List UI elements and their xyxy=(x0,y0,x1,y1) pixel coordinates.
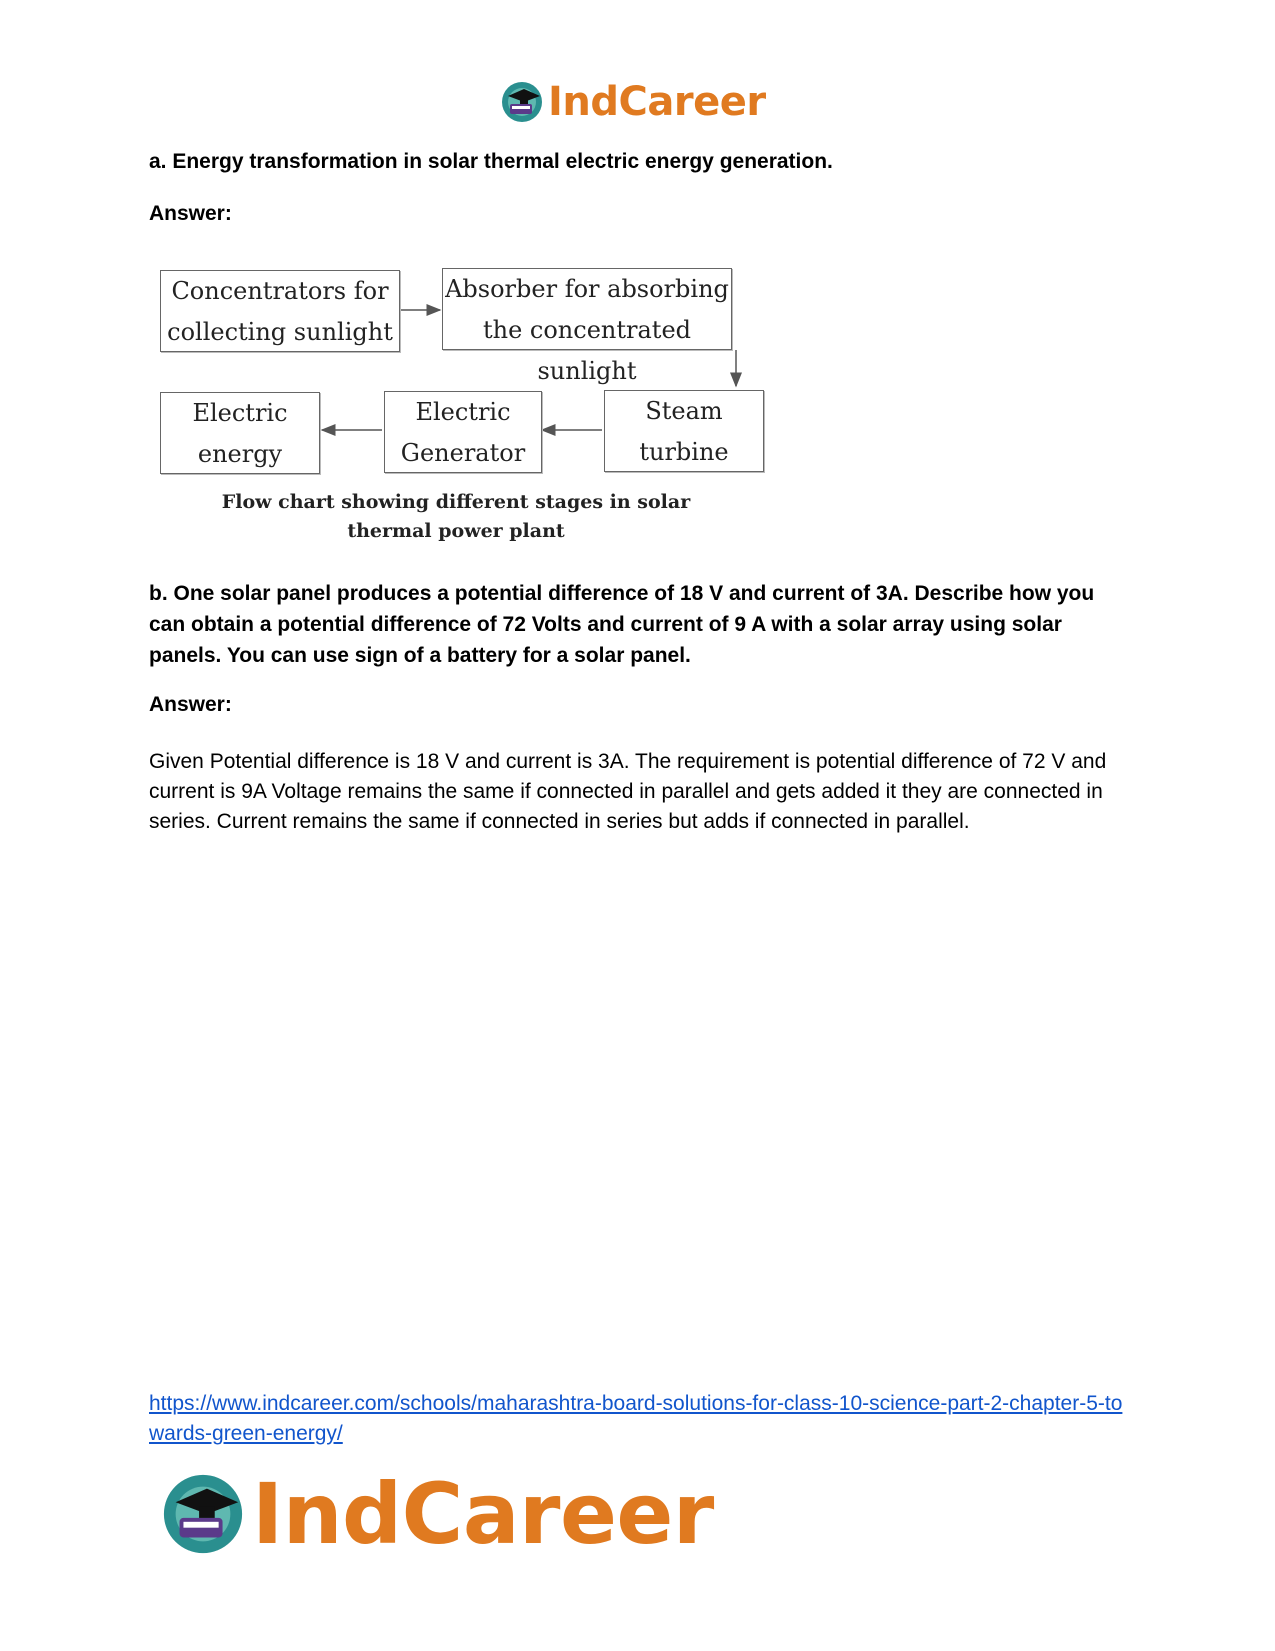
box-concentrators-line2: collecting sunlight xyxy=(167,318,393,346)
header-logo xyxy=(500,78,766,126)
box-steam-turbine-line2: turbine xyxy=(639,438,729,466)
question-b-text: b. One solar panel produces a potential difference of 18 V and current of 3A. Describe how you can obtain a potential difference of 72 Volts and current of 9 A with a solar array using solar panels. You can use sign of a battery for a solar panel. xyxy=(149,582,1095,667)
flowchart xyxy=(156,266,766,546)
box-electric-energy xyxy=(160,392,320,474)
graduation-cap-book-icon xyxy=(500,80,544,124)
box-electric-generator-line2: Generator xyxy=(400,439,526,467)
question-a-text: a. Energy transformation in solar thermal electric energy generation. xyxy=(149,150,833,173)
box-concentrators-line1: Concentrators for xyxy=(171,277,389,305)
logo-wordmark: IndCareer xyxy=(252,1465,714,1563)
answer-label-b: Answer: xyxy=(149,693,232,716)
logo-wordmark: IndCareer xyxy=(548,79,766,125)
footer-logo xyxy=(160,1466,714,1562)
flowchart-caption-line2: thermal power plant xyxy=(347,520,565,542)
graduation-cap-book-icon xyxy=(160,1471,246,1557)
box-electric-generator-line1: Electric xyxy=(415,398,511,426)
box-steam-turbine xyxy=(604,390,764,472)
box-electric-generator xyxy=(384,391,542,473)
answer-b-text: Given Potential difference is 18 V and current is 3A. The requirement is potential difference of 72 V and current is 9A Voltage remains the same if connected in parallel and gets added it they are connected in series. Current remains the same if connected in series but adds if connected in parallel. xyxy=(149,750,1107,833)
box-absorber-line2: the concentrated sunlight xyxy=(482,316,692,385)
source-link[interactable]: https://www.indcareer.com/schools/maharashtra-board-solutions-for-class-10-science-part-2-chapter-5-towards-green-energy/ xyxy=(149,1392,1123,1445)
box-electric-energy-line2: energy xyxy=(197,440,283,468)
box-absorber-line1: Absorber for absorbing xyxy=(445,275,729,303)
box-steam-turbine-line1: Steam xyxy=(645,397,723,425)
box-electric-energy-line1: Electric xyxy=(192,399,288,427)
flowchart-caption xyxy=(156,488,756,546)
flowchart-caption-line1: Flow chart showing different stages in solar xyxy=(221,491,691,513)
answer-label-a: Answer: xyxy=(149,202,232,225)
box-concentrators xyxy=(160,270,400,352)
box-absorber xyxy=(442,268,732,385)
